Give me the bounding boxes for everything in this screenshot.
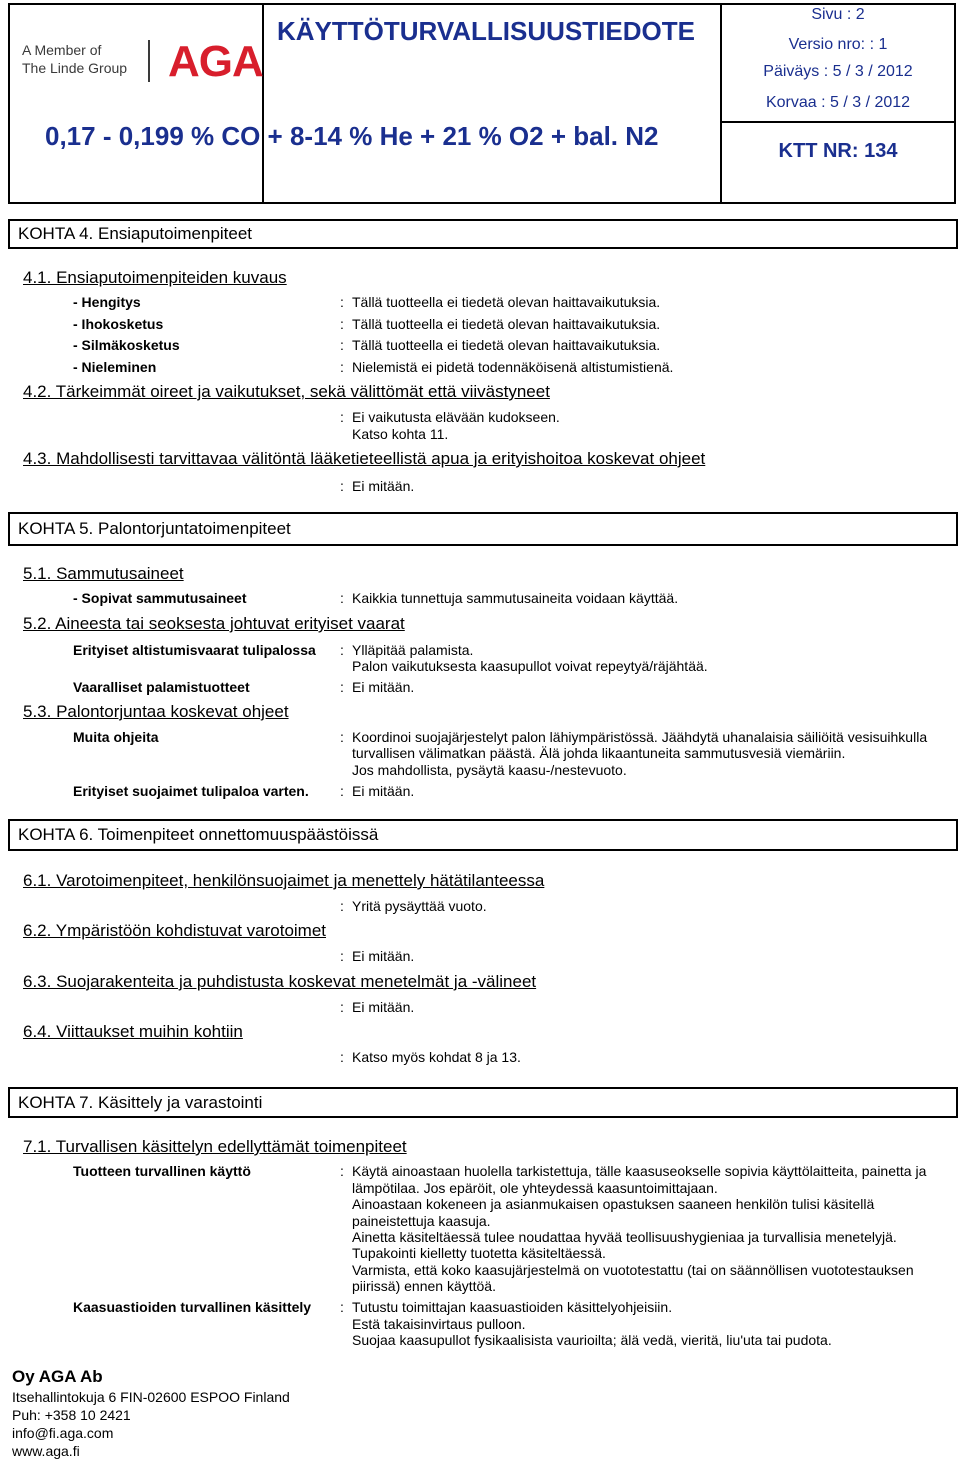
section-4-heading: KOHTA 4. Ensiaputoimenpiteet — [8, 219, 958, 249]
subsection-6-2: 6.2. Ympäristöön kohdistuvat varotoimet — [23, 921, 327, 940]
subsection-4-2: 4.2. Tärkeimmät oireet ja vaikutukset, sekä välittömät että viivästyneet — [23, 382, 550, 401]
subsection-6-1: 6.1. Varotoimenpiteet, henkilönsuojaimet ja menettely hätätilanteessa — [23, 871, 545, 890]
subsection-4-3: 4.3. Mahdollisesti tarvittavaa välitöntä lääketieteellistä apua ja erityishoitoa koskevat ohjeet — [23, 449, 706, 468]
safe-use-label: Tuotteen turvallinen käyttö — [73, 1163, 251, 1179]
section-5-heading: KOHTA 5. Palontorjuntatoimenpiteet — [8, 512, 958, 546]
footer-web[interactable]: www.aga.fi — [12, 1443, 80, 1459]
version-number: Versio nro: : 1 — [788, 36, 888, 53]
page-number: Sivu : 2 — [811, 6, 865, 23]
row-label-nieleminen: - Nieleminen — [73, 359, 157, 375]
row-label-hengitys: - Hengitys — [73, 294, 141, 310]
replaces-date: Korvaa : 5 / 3 / 2012 — [765, 94, 911, 111]
protective-equipment-label: Erityiset suojaimet tulipaloa varten. — [73, 783, 309, 799]
section-6-heading: KOHTA 6. Toimenpiteet onnettomuuspäästöissä — [8, 819, 958, 851]
cylinder-handling-label: Kaasuastioiden turvallinen käsittely — [73, 1299, 312, 1315]
combustion-products-label: Vaaralliset palamistuotteet — [73, 679, 250, 695]
footer-company: Oy AGA Ab — [12, 1367, 103, 1386]
other-instructions-label: Muita ohjeita — [73, 729, 159, 745]
product-name: 0,17 - 0,199 % CO + 8-14 % He + 21 % O2 + bal. N2 — [45, 121, 659, 151]
subsection-5-1: 5.1. Sammutusaineet — [23, 564, 184, 583]
footer-address: Itsehallintokuja 6 FIN-02600 ESPOO Finland — [12, 1389, 290, 1405]
footer-email[interactable]: info@fi.aga.com — [12, 1425, 114, 1441]
subsection-6-3: 6.3. Suojarakenteita ja puhdistusta koskevat menetelmät ja -välineet — [23, 972, 537, 991]
subsection-5-3: 5.3. Palontorjuntaa koskevat ohjeet — [23, 702, 289, 721]
subsection-7-1: 7.1. Turvallisen käsittelyn edellyttämät toimenpiteet — [23, 1137, 407, 1156]
logo-group-text: The Linde Group — [22, 60, 128, 76]
fire-hazards-label: Erityiset altistumisvaarat tulipalossa — [73, 642, 316, 658]
subsection-4-1: 4.1. Ensiaputoimenpiteiden kuvaus — [23, 268, 287, 287]
logo-member-text: A Member of — [22, 42, 102, 58]
subsection-5-2: 5.2. Aineesta tai seoksesta johtuvat erityiset vaarat — [23, 614, 405, 633]
footer-phone: Puh: +358 10 2421 — [12, 1407, 131, 1423]
document-title: KÄYTTÖTURVALLISUUSTIEDOTE — [277, 16, 695, 46]
row-label-ihokosketus: - Ihokosketus — [73, 316, 164, 332]
row-label-silmakosketus: - Silmäkosketus — [73, 337, 180, 353]
header-divider-h — [720, 121, 956, 123]
issue-date: Päiväys : 5 / 3 / 2012 — [763, 63, 913, 80]
extinguishing-label: - Sopivat sammutusaineet — [73, 590, 247, 606]
section-7-heading: KOHTA 7. Käsittely ja varastointi — [8, 1087, 958, 1118]
aga-logo: AGA — [168, 37, 263, 86]
subsection-6-4: 6.4. Viittaukset muihin kohtiin — [23, 1022, 243, 1041]
ktt-number: KTT NR: 134 — [778, 140, 898, 162]
header-divider-left — [262, 3, 264, 204]
logo-separator — [148, 40, 150, 82]
